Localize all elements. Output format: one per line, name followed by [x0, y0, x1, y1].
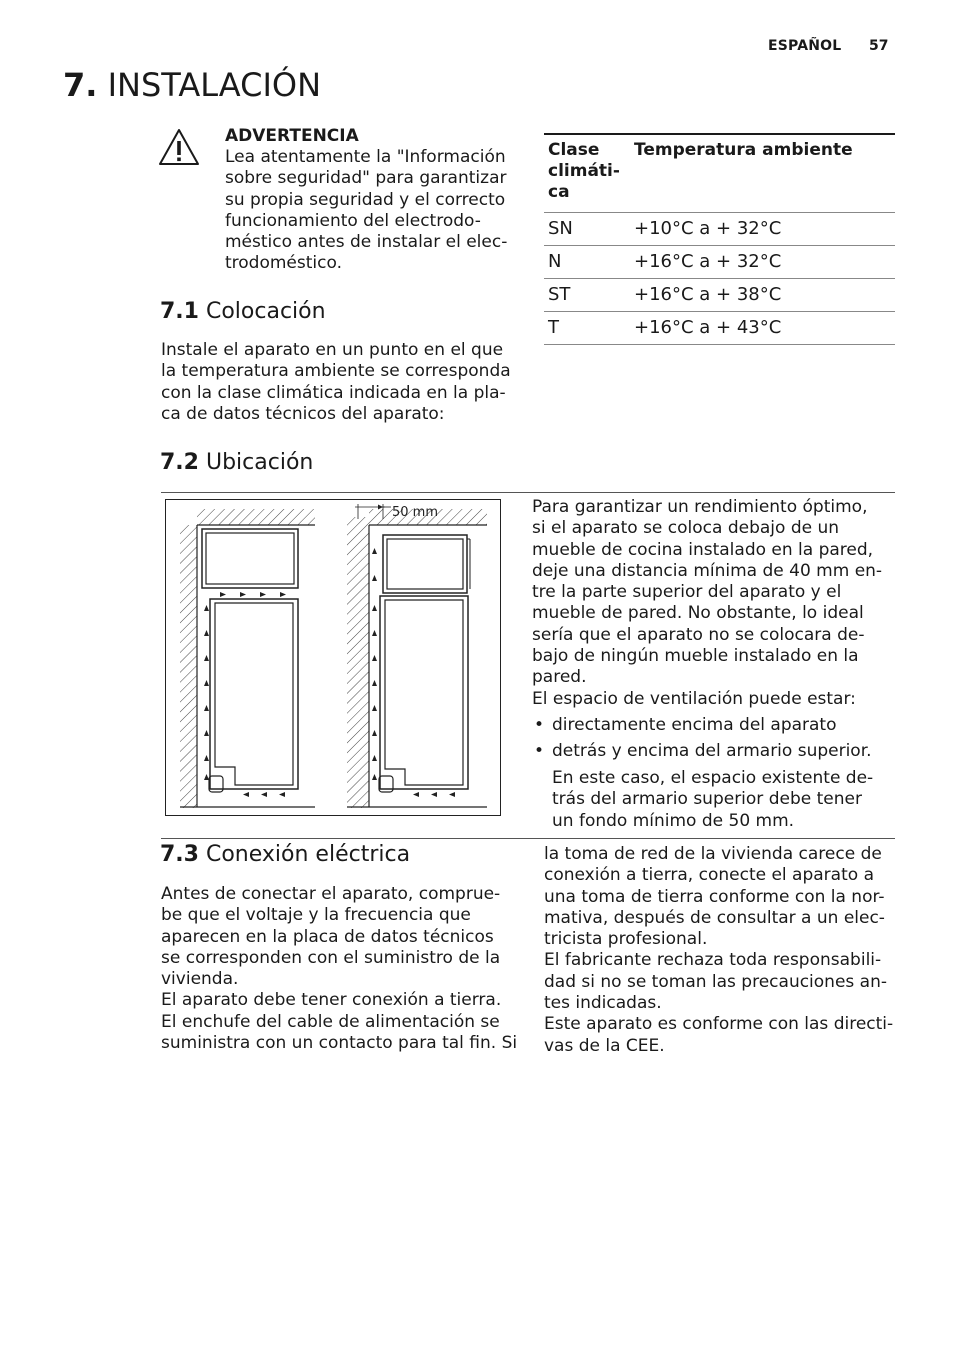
text-line: con la clase climática indicada en la pla- [161, 382, 506, 403]
text-line: mueble de pared. No obstante, lo ideal [532, 603, 864, 624]
text-line: se corresponden con el suministro de la [161, 947, 501, 968]
text-line: mueble de cocina instalado en la pared, [532, 539, 874, 560]
table-cell-temp: +16°C a + 32°C [630, 246, 895, 279]
section-title: Colocación [205, 299, 326, 324]
table-cell-temp: +16°C a + 43°C [630, 312, 895, 345]
table-cell-clase: N [544, 246, 630, 279]
warning-line: funcionamiento del electrodo- [225, 210, 481, 231]
warning-triangle-icon [158, 128, 200, 166]
text-line: pared. [532, 667, 587, 688]
warning-title: ADVERTENCIA [225, 126, 359, 146]
header-line: Clase [548, 140, 600, 160]
header-line: ca [548, 182, 570, 202]
text-line: tes indicadas. [544, 993, 662, 1014]
text-line: El espacio de ventilación puede estar: [532, 688, 856, 709]
text-line: un fondo mínimo de 50 mm. [552, 810, 795, 831]
text-line: trás del armario superior debe tener [552, 789, 862, 810]
section-rule-bottom [161, 838, 895, 839]
text-line: El fabricante rechaza toda responsabili- [544, 950, 882, 971]
section-7-1-text [161, 340, 521, 425]
header-language: ESPAÑOL [768, 38, 842, 54]
text-line: deje una distancia mínima de 40 mm en- [532, 560, 883, 581]
text-line: si el aparato se coloca debajo de un [532, 518, 840, 539]
header-line: climáti- [548, 161, 620, 181]
table-row [544, 279, 895, 312]
warning-line: su propia seguridad y el correcto [225, 189, 506, 210]
table-cell-clase: T [544, 312, 630, 345]
table-cell-clase: ST [544, 279, 630, 312]
text-line: Este aparato es conforme con las directi- [544, 1014, 894, 1035]
section-7-1-heading [160, 299, 326, 324]
table-cell-temp: +10°C a + 32°C [630, 213, 895, 246]
text-line: aparecen en la placa de datos técnicos [161, 926, 494, 947]
text-line: la temperatura ambiente se corresponda [161, 361, 511, 382]
table-cell-temp: +16°C a + 38°C [630, 279, 895, 312]
chapter-title [63, 66, 321, 104]
section-title: Conexión eléctrica [205, 842, 411, 867]
text-line: dad si no se toman las precauciones an- [544, 971, 888, 992]
warning-line: méstico antes de instalar el elec- [225, 232, 508, 253]
warning-text [225, 147, 525, 275]
table-row [544, 312, 895, 345]
table-cell-clase: SN [544, 213, 630, 246]
table-header-temperatura: Temperatura ambiente [630, 134, 895, 213]
list-item: • detrás y encima del armario superior. [533, 738, 895, 764]
dimension-label: 50 mm [391, 505, 439, 520]
text-line: El enchufe del cable de alimentación se [161, 1011, 500, 1032]
text-line: ca de datos técnicos del aparato: [161, 403, 445, 424]
page-number: 57 [869, 38, 889, 54]
text-line: suministra con un contacto para tal fin. Si [161, 1033, 518, 1054]
table-header-row [544, 134, 895, 213]
text-line: Para garantizar un rendimiento óptimo, [532, 497, 868, 517]
climate-class-table [544, 133, 895, 345]
chapter-title-text: INSTALACIÓN [107, 66, 322, 104]
section-7-2-heading [160, 450, 313, 475]
text-line: la toma de red de la vivienda carece de [544, 844, 882, 864]
section-7-2-text [532, 497, 894, 710]
section-7-2-note [552, 768, 895, 832]
text-line: be que el voltaje y la frecuencia que [161, 905, 471, 926]
warning-line: sobre seguridad" para garantizar [225, 168, 507, 189]
table-row [544, 246, 895, 279]
list-item: • directamente encima del aparato [533, 712, 895, 738]
table-header-clase [544, 134, 630, 213]
section-title: Ubicación [205, 450, 314, 475]
section-7-3-text-left [161, 884, 523, 1054]
warning-line: Lea atentamente la "Información [225, 147, 506, 167]
section-rule-top [161, 492, 895, 493]
text-line: mativa, después de consultar a un elec- [544, 907, 885, 928]
table-row [544, 213, 895, 246]
text-line: Antes de conectar el aparato, comprue- [161, 884, 501, 904]
text-line: En este caso, el espacio existente de- [552, 768, 874, 788]
text-line: vas de la CEE. [544, 1035, 665, 1056]
ventilation-options-list [533, 712, 895, 764]
text-line: conexión a tierra, conecte el aparato a [544, 865, 874, 886]
text-line: una toma de tierra conforme con la nor- [544, 886, 885, 907]
text-line: sería que el aparato no se colocara de- [532, 624, 865, 645]
text-line: Instale el aparato en un punto en el que [161, 340, 504, 360]
warning-block [225, 126, 525, 275]
section-number: 7.3 [160, 842, 199, 867]
warning-line: trodoméstico. [225, 253, 342, 274]
section-7-3-heading [160, 842, 410, 867]
text-line: vivienda. [161, 969, 239, 990]
section-number: 7.1 [160, 299, 199, 324]
section-number: 7.2 [160, 450, 199, 475]
text-line: bajo de ningún mueble instalado en la [532, 646, 859, 667]
section-7-3-text-right [544, 844, 906, 1057]
text-line: El aparato debe tener conexión a tierra. [161, 990, 502, 1011]
installation-figure [165, 499, 501, 816]
text-line: tricista profesional. [544, 929, 708, 950]
chapter-number: 7. [63, 66, 98, 104]
text-line: tre la parte superior del aparato y el [532, 582, 842, 603]
